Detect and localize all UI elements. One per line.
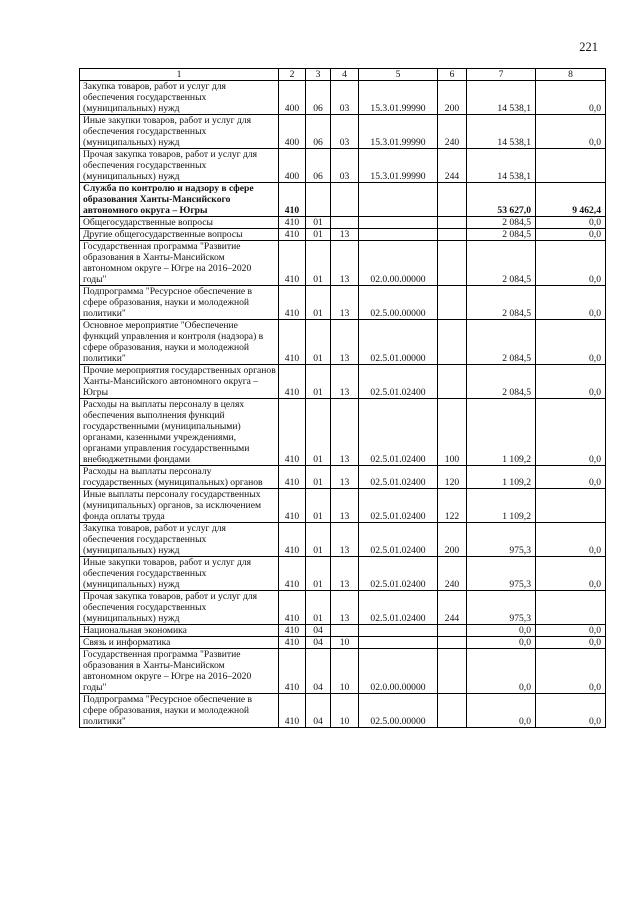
cell-amount-subvention: 0,0 xyxy=(536,286,606,320)
cell-expense-type xyxy=(438,320,467,365)
cell-section: 06 xyxy=(306,81,331,115)
table-row xyxy=(80,320,606,365)
cell-name: Иные закупки товаров, работ и услуг для обеспечения государственных (муниципальных) нужд xyxy=(80,557,279,591)
cell-amount-subvention: 9 462,4 xyxy=(536,183,606,217)
header-row xyxy=(80,69,606,81)
cell-subsection xyxy=(331,625,359,637)
cell-glava: 400 xyxy=(279,149,306,183)
cell-glava: 410 xyxy=(279,694,306,728)
table-row xyxy=(80,149,606,183)
cell-section: 01 xyxy=(306,217,331,229)
cell-glava: 410 xyxy=(279,365,306,399)
cell-expense-type xyxy=(438,217,467,229)
cell-section: 01 xyxy=(306,365,331,399)
cell-target-article: 02.5.01.02400 xyxy=(359,557,438,591)
cell-amount-subvention: 0,0 xyxy=(536,320,606,365)
cell-target-article: 15.3.01.99990 xyxy=(359,115,438,149)
table-row xyxy=(80,625,606,637)
table-row xyxy=(80,115,606,149)
cell-expense-type xyxy=(438,649,467,694)
cell-section xyxy=(306,183,331,217)
cell-expense-type xyxy=(438,286,467,320)
cell-target-article: 02.0.00.00000 xyxy=(359,649,438,694)
cell-name: Закупка товаров, работ и услуг для обеспечения государственных (муниципальных) нужд xyxy=(80,81,279,115)
cell-section: 01 xyxy=(306,489,331,523)
cell-amount-subvention: 0,0 xyxy=(536,399,606,466)
table-row xyxy=(80,365,606,399)
cell-target-article: 02.5.01.02400 xyxy=(359,399,438,466)
cell-name: Иные закупки товаров, работ и услуг для обеспечения государственных (муниципальных) нужд xyxy=(80,115,279,149)
cell-expense-type xyxy=(438,694,467,728)
cell-amount-subvention: 0,0 xyxy=(536,229,606,241)
cell-expense-type xyxy=(438,365,467,399)
cell-subsection: 10 xyxy=(331,637,359,649)
table-row xyxy=(80,694,606,728)
cell-name: Государственная программа "Развитие образования в Ханты-Мансийском автономном округе – Югре на 2016–2020 годы" xyxy=(80,649,279,694)
cell-section: 04 xyxy=(306,649,331,694)
cell-name: Государственная программа "Развитие образования в Ханты-Мансийском автономном округе – Югре на 2016–2020 годы" xyxy=(80,241,279,286)
cell-subsection xyxy=(331,217,359,229)
cell-target-article: 15.3.01.99990 xyxy=(359,149,438,183)
cell-amount-total: 975,3 xyxy=(467,557,536,591)
cell-expense-type: 120 xyxy=(438,466,467,489)
cell-expense-type: 240 xyxy=(438,115,467,149)
table-row xyxy=(80,649,606,694)
table-row xyxy=(80,466,606,489)
cell-subsection: 13 xyxy=(331,489,359,523)
cell-amount-subvention: 0,0 xyxy=(536,557,606,591)
cell-glava: 410 xyxy=(279,229,306,241)
cell-amount-subvention xyxy=(536,489,606,523)
cell-amount-subvention xyxy=(536,591,606,625)
cell-name: Другие общегосударственные вопросы xyxy=(80,229,279,241)
table-row xyxy=(80,637,606,649)
cell-glava: 400 xyxy=(279,115,306,149)
cell-target-article xyxy=(359,183,438,217)
cell-name: Общегосударственные вопросы xyxy=(80,217,279,229)
cell-amount-subvention: 0,0 xyxy=(536,241,606,286)
cell-subsection: 13 xyxy=(331,241,359,286)
cell-expense-type xyxy=(438,229,467,241)
table-row xyxy=(80,81,606,115)
cell-amount-total: 53 627,0 xyxy=(467,183,536,217)
table-row xyxy=(80,489,606,523)
budget-table xyxy=(79,68,606,728)
cell-expense-type: 100 xyxy=(438,399,467,466)
cell-subsection: 10 xyxy=(331,694,359,728)
cell-amount-subvention xyxy=(536,149,606,183)
cell-target-article xyxy=(359,637,438,649)
table-row xyxy=(80,557,606,591)
cell-expense-type: 244 xyxy=(438,591,467,625)
cell-amount-subvention: 0,0 xyxy=(536,625,606,637)
cell-amount-subvention: 0,0 xyxy=(536,81,606,115)
cell-glava: 410 xyxy=(279,466,306,489)
col-header: 8 xyxy=(536,69,606,81)
cell-subsection: 13 xyxy=(331,229,359,241)
cell-target-article: 02.5.00.00000 xyxy=(359,286,438,320)
cell-amount-subvention: 0,0 xyxy=(536,365,606,399)
table-row xyxy=(80,399,606,466)
cell-section: 01 xyxy=(306,557,331,591)
cell-subsection: 10 xyxy=(331,649,359,694)
cell-glava: 410 xyxy=(279,523,306,557)
cell-section: 01 xyxy=(306,286,331,320)
cell-target-article: 02.5.01.02400 xyxy=(359,489,438,523)
cell-amount-subvention: 0,0 xyxy=(536,637,606,649)
cell-glava: 400 xyxy=(279,81,306,115)
cell-target-article: 02.5.01.00000 xyxy=(359,320,438,365)
cell-amount-subvention: 0,0 xyxy=(536,466,606,489)
cell-glava: 410 xyxy=(279,217,306,229)
cell-amount-total: 2 084,5 xyxy=(467,217,536,229)
cell-name: Закупка товаров, работ и услуг для обеспечения государственных (муниципальных) нужд xyxy=(80,523,279,557)
cell-amount-total: 975,3 xyxy=(467,523,536,557)
cell-amount-total: 14 538,1 xyxy=(467,81,536,115)
table-row xyxy=(80,286,606,320)
col-header: 3 xyxy=(306,69,331,81)
cell-glava: 410 xyxy=(279,649,306,694)
cell-name: Основное мероприятие "Обеспечение функций управления и контроля (надзора) в сфере образования, науки и молодежной политики" xyxy=(80,320,279,365)
col-header: 6 xyxy=(438,69,467,81)
cell-name: Иные выплаты персоналу государственных (муниципальных) органов, за исключением фонда оплаты труда xyxy=(80,489,279,523)
cell-name: Прочие мероприятия государственных органов Ханты-Мансийского автономного округа – Югры xyxy=(80,365,279,399)
cell-name: Связь и информатика xyxy=(80,637,279,649)
cell-amount-total: 1 109,2 xyxy=(467,399,536,466)
col-header: 5 xyxy=(359,69,438,81)
cell-target-article: 02.5.00.00000 xyxy=(359,694,438,728)
cell-glava: 410 xyxy=(279,286,306,320)
cell-section: 01 xyxy=(306,241,331,286)
cell-glava: 410 xyxy=(279,399,306,466)
cell-expense-type: 240 xyxy=(438,557,467,591)
cell-name: Национальная экономика xyxy=(80,625,279,637)
cell-target-article: 02.5.01.02400 xyxy=(359,591,438,625)
cell-glava: 410 xyxy=(279,183,306,217)
cell-amount-total: 0,0 xyxy=(467,694,536,728)
cell-expense-type: 244 xyxy=(438,149,467,183)
cell-amount-total: 1 109,2 xyxy=(467,489,536,523)
cell-name: Подпрограмма "Ресурсное обеспечение в сфере образования, науки и молодежной политики" xyxy=(80,286,279,320)
cell-amount-total: 0,0 xyxy=(467,649,536,694)
cell-glava: 410 xyxy=(279,591,306,625)
col-header: 7 xyxy=(467,69,536,81)
cell-subsection: 13 xyxy=(331,286,359,320)
cell-target-article: 02.5.01.02400 xyxy=(359,365,438,399)
cell-amount-total: 1 109,2 xyxy=(467,466,536,489)
cell-amount-total: 2 084,5 xyxy=(467,320,536,365)
cell-subsection: 13 xyxy=(331,399,359,466)
table-row xyxy=(80,241,606,286)
cell-target-article: 02.5.01.02400 xyxy=(359,466,438,489)
cell-amount-total: 0,0 xyxy=(467,625,536,637)
cell-amount-total: 14 538,1 xyxy=(467,149,536,183)
cell-section: 06 xyxy=(306,115,331,149)
cell-amount-subvention: 0,0 xyxy=(536,649,606,694)
cell-section: 06 xyxy=(306,149,331,183)
cell-section: 04 xyxy=(306,694,331,728)
table-row xyxy=(80,217,606,229)
cell-expense-type: 200 xyxy=(438,523,467,557)
cell-amount-total: 14 538,1 xyxy=(467,115,536,149)
cell-section: 01 xyxy=(306,229,331,241)
cell-section: 01 xyxy=(306,591,331,625)
cell-section: 01 xyxy=(306,466,331,489)
cell-subsection: 13 xyxy=(331,523,359,557)
cell-expense-type xyxy=(438,637,467,649)
cell-subsection: 03 xyxy=(331,149,359,183)
cell-amount-total: 2 084,5 xyxy=(467,229,536,241)
cell-target-article: 02.5.01.02400 xyxy=(359,523,438,557)
cell-amount-total: 2 084,5 xyxy=(467,241,536,286)
cell-subsection: 13 xyxy=(331,591,359,625)
cell-subsection: 03 xyxy=(331,115,359,149)
cell-section: 04 xyxy=(306,625,331,637)
cell-amount-total: 2 084,5 xyxy=(467,365,536,399)
cell-section: 01 xyxy=(306,523,331,557)
cell-expense-type: 122 xyxy=(438,489,467,523)
cell-section: 01 xyxy=(306,320,331,365)
cell-glava: 410 xyxy=(279,489,306,523)
cell-amount-total: 2 084,5 xyxy=(467,286,536,320)
cell-glava: 410 xyxy=(279,557,306,591)
cell-name: Прочая закупка товаров, работ и услуг для обеспечения государственных (муниципальных) нужд xyxy=(80,591,279,625)
cell-subsection: 13 xyxy=(331,557,359,591)
table-row xyxy=(80,183,606,217)
cell-expense-type xyxy=(438,625,467,637)
cell-subsection: 13 xyxy=(331,365,359,399)
col-header: 2 xyxy=(279,69,306,81)
cell-amount-total: 975,3 xyxy=(467,591,536,625)
cell-amount-subvention: 0,0 xyxy=(536,523,606,557)
cell-glava: 410 xyxy=(279,320,306,365)
cell-amount-subvention: 0,0 xyxy=(536,115,606,149)
cell-name: Прочая закупка товаров, работ и услуг для обеспечения государственных (муниципальных) нужд xyxy=(80,149,279,183)
cell-target-article: 02.0.00.00000 xyxy=(359,241,438,286)
cell-name: Подпрограмма "Ресурсное обеспечение в сфере образования, науки и молодежной политики" xyxy=(80,694,279,728)
cell-expense-type xyxy=(438,241,467,286)
table-row xyxy=(80,523,606,557)
cell-expense-type xyxy=(438,183,467,217)
cell-glava: 410 xyxy=(279,625,306,637)
cell-target-article xyxy=(359,229,438,241)
cell-amount-subvention: 0,0 xyxy=(536,217,606,229)
cell-name: Расходы на выплаты персоналу государственных (муниципальных) органов xyxy=(80,466,279,489)
table-row xyxy=(80,591,606,625)
cell-section: 04 xyxy=(306,637,331,649)
cell-subsection: 13 xyxy=(331,466,359,489)
cell-name: Расходы на выплаты персоналу в целях обеспечения выполнения функций государственными (муниципальными) органами, казенными учреждениями, органами управления государственными внебюджетными фондами xyxy=(80,399,279,466)
cell-glava: 410 xyxy=(279,241,306,286)
col-header: 4 xyxy=(331,69,359,81)
cell-amount-subvention: 0,0 xyxy=(536,694,606,728)
table-row xyxy=(80,229,606,241)
cell-section: 01 xyxy=(306,399,331,466)
cell-subsection xyxy=(331,183,359,217)
col-header: 1 xyxy=(80,69,279,81)
cell-target-article xyxy=(359,625,438,637)
cell-subsection: 13 xyxy=(331,320,359,365)
cell-target-article xyxy=(359,217,438,229)
cell-name: Служба по контролю и надзору в сфере образования Ханты-Мансийского автономного округа – Югры xyxy=(80,183,279,217)
cell-subsection: 03 xyxy=(331,81,359,115)
cell-amount-total: 0,0 xyxy=(467,637,536,649)
cell-expense-type: 200 xyxy=(438,81,467,115)
page-number: 221 xyxy=(579,40,598,54)
cell-target-article: 15.3.01.99990 xyxy=(359,81,438,115)
cell-glava: 410 xyxy=(279,637,306,649)
